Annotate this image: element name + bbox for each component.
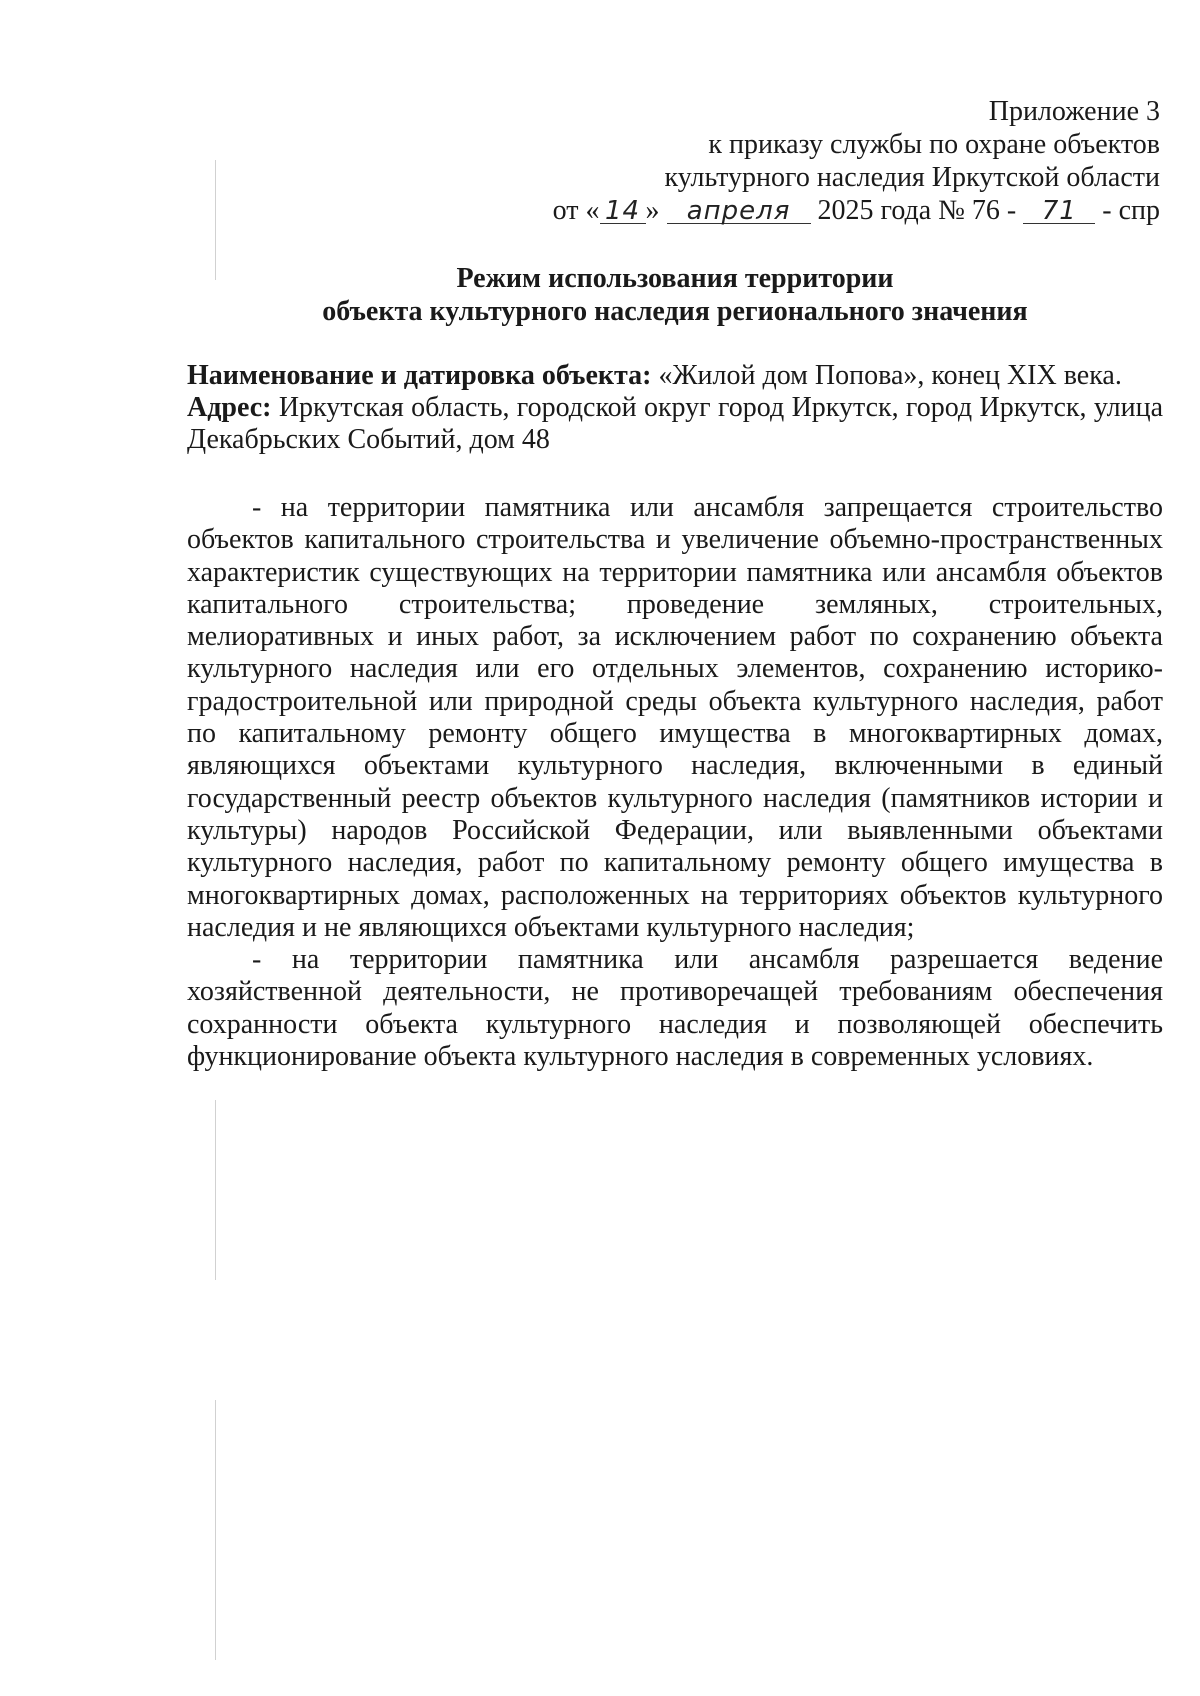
object-address-label: Адрес: <box>187 392 272 423</box>
document-title <box>187 262 1163 328</box>
regime-text <box>187 492 1163 1073</box>
scan-artifact <box>215 1400 216 1660</box>
object-name-label: Наименование и датировка объекта: <box>187 360 652 391</box>
date-year-text: 2025 года № 76 - <box>817 195 1017 226</box>
appendix-date-line <box>553 194 1160 227</box>
scan-artifact <box>215 1100 216 1280</box>
regime-prohibition-paragraph: - на территории памятника или ансамбля запрещается строительство объектов капитального строительства и увеличение объемно-пространственных характеристик существующих на территории памятника или ансамбля объектов капитального строительства; проведение земляных, строительных, мелиоративных и иных работ, за исключением работ по сохранению объекта культурного наследия или его отдельных элементов, сохранению историко-градостроительной или природной среды объекта культурного наследия, работ по капитальному ремонту общего имущества в многоквартирных домах, являющихся объектами культурного наследия, включенными в единый государственный реестр объектов культурного наследия (памятников истории и культуры) народов Российской Федерации, или выявленными объектами культурного наследия, работ по капитальному ремонту общего имущества в многоквартирных домах, расположенных на территориях объектов культурного наследия и не являющихся объектами культурного наследия; <box>187 492 1163 943</box>
order-suffix: - спр <box>1102 195 1160 226</box>
object-name-row <box>187 360 1163 392</box>
handwritten-order-number: 71 <box>1023 199 1095 224</box>
regime-permission-paragraph: - на территории памятника или ансамбля разрешается ведение хозяйственной деятельности, не противоречащей требованиям обеспечения сохранности объекта культурного наследия и позволяющей обеспечить функционирование объекта культурного наследия в современных условиях. <box>187 944 1163 1073</box>
handwritten-day: 14 <box>600 199 646 224</box>
object-name-value: «Жилой дом Попова», конец XIX века. <box>658 360 1122 391</box>
date-prefix: от « <box>552 195 600 226</box>
appendix-header <box>553 95 1160 227</box>
date-quote-close: » <box>645 195 660 226</box>
title-line-2: объекта культурного наследия регионального значения <box>322 296 1028 327</box>
appendix-authority: культурного наследия Иркутской области <box>664 162 1160 193</box>
object-address-value: Иркутская область, городской округ город Иркутск, город Иркутск, улица Декабрьских Событий, дом 48 <box>187 392 1164 455</box>
handwritten-month: апреля <box>667 199 811 224</box>
appendix-number: Приложение 3 <box>988 96 1160 127</box>
title-line-1: Режим использования территории <box>456 263 894 294</box>
object-address-row <box>187 392 1163 456</box>
appendix-order-ref: к приказу службы по охране объектов <box>708 129 1160 160</box>
object-info <box>187 360 1163 456</box>
